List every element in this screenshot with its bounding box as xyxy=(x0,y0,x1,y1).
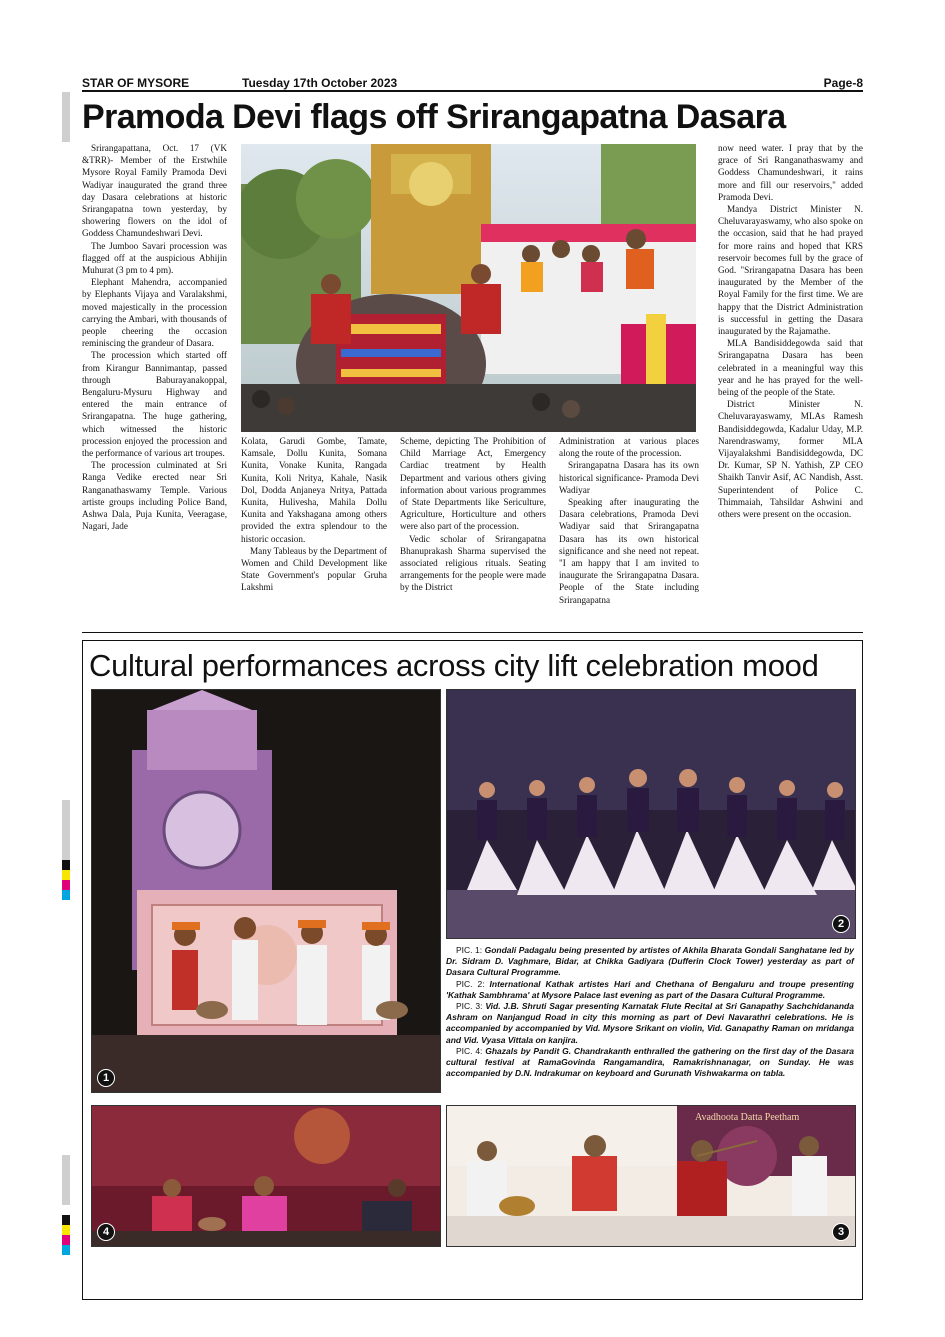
registration-swatch xyxy=(62,1215,70,1225)
subhead-paragraph: Srirangapatna Dasara has its own historical significance- Pramoda Devi Wadiyar xyxy=(559,460,699,495)
registration-swatch xyxy=(62,870,70,880)
paragraph: Vedic scholar of Srirangapatna Bhanuprakash Sharma supervised the associated religious rituals. Seating arrangements for the people were made by the District xyxy=(400,533,546,593)
clock-tower-illustration xyxy=(92,690,441,1093)
page-number: Page-8 xyxy=(823,76,863,90)
paragraph: Srirangapattana, Oct. 17 (VK &TRR)- Member of the Erstwhile Mysore Royal Family Pramoda Devi Wadiyar inaugurated the grand three day Dasara celebrations at historic Srirangapatna town yesterday, by showering flowers on the idol of Goddess Chamundeshwari Devi. xyxy=(82,143,227,239)
caption-1-text: Gondali Padagalu being presented by artistes of Akhila Bharata Gondali Sanghatane led by Dr. Sidram D. Vaghmare, Bidar, at Chikka Gadiyara (Dufferin Clock Tower) yesterday as part of Dasara Cultural Programme. xyxy=(446,945,854,978)
cultural-section xyxy=(82,640,863,1300)
registration-swatch xyxy=(62,860,70,870)
photo-number-badge: 1 xyxy=(97,1069,115,1087)
caption-1 xyxy=(446,945,854,979)
ghazal-stage-illustration xyxy=(92,1106,441,1247)
registration-swatch xyxy=(62,1245,70,1255)
caption-3-text: Vid. J.B. Shruti Sagar presenting Karnatak Flute Recital at Sri Ganapathy Sachchidananda Ashram on Nanjangud Road in city this morning as part of Devi Navarathri celebrations. He is accompanied by accompanied by Vid. Mysore Srikant on violin, Vid. Ganapathy Raman on mridanga and Vid. Vyasa Vittala on kanjira. xyxy=(446,1001,854,1045)
paragraph: Many Tableaus by the Department of Women and Child Development like State Government's popular Gruha Lakshmi xyxy=(241,545,387,593)
paragraph: Administration at various places along the route of the procession. xyxy=(559,436,699,459)
photo-gondali-performance xyxy=(91,689,441,1093)
caption-4-text: Ghazals by Pandit G. Chandrakanth enthralled the gathering on the first day of the Dasara cultural festival at RamaGovinda Rangamandira, Ramakrishnanagar, on Sunday. He was accompanied by D.N. Indrakumar on keyboard and Gurunath Vishwakarma on tabla. xyxy=(446,1045,854,1079)
caption-1-lead: PIC. 1: xyxy=(456,945,483,955)
registration-swatch xyxy=(62,1225,70,1235)
paragraph: Mandya District Minister N. Cheluvarayaswamy, who also spoke on the occasion, said that he had prayed for more rains and hoped that KRS reservoir becomes full by the grace of God. "Srirangapatna Dasara has been inaugurated by the Member of the Royal Family for the first time. We are happy that the District Administration is successful in getting the Dasara inaugurated by the Rajamathe. xyxy=(718,204,863,337)
paragraph: The Jumboo Savari procession was flagged off at the auspicious Abhijin Muhurat (3 pm to 4 pm). xyxy=(82,240,227,276)
photo-number-badge: 2 xyxy=(832,915,850,933)
caption-3 xyxy=(446,1001,854,1046)
photo-kathak-performance xyxy=(446,689,856,939)
photo-number-badge: 3 xyxy=(832,1223,850,1241)
photo-captions xyxy=(446,945,854,1079)
paragraph: The procession culminated at Sri Ranga Vedike erected near Sri Ranganathaswamy Temple. Various artiste groups including Police Band, Ashwa Dala, Puja Kunita, Veeragase, Nagari, Jade xyxy=(82,460,227,532)
paragraph: MLA Bandisiddegowda said that Srirangapatna Dasara has been celebrated in a meaningful way this year and he has prayed for the well-being of the people of the State. xyxy=(718,338,863,398)
paragraph: now need water. I pray that by the grace of Sri Ranganathaswamy and Goddess Chamundeshwari, it rains more and fill our reservoirs," added Pramoda Devi. xyxy=(718,143,863,202)
flute-recital-illustration xyxy=(447,1106,856,1247)
caption-2 xyxy=(446,979,854,1001)
banner-text: Avadhoota Datta Peetham xyxy=(695,1112,800,1123)
paragraph: The procession which started off from Kirangur Bannimantap, passed through Baburayanakoppal, Bengaluru-Mysuru Highway and entered the main entrance of Srirangapatna. The huge gathering, which witnessed the historic procession enjoyed the procession and the performance of various art troupes. xyxy=(82,350,227,459)
photo-number-badge: 4 xyxy=(97,1223,115,1241)
story-column-2 xyxy=(241,435,387,632)
caption-4 xyxy=(446,1046,854,1080)
paragraph: Speaking after inaugurating the Dasara celebrations, Pramoda Devi Wadiyar said that Srirangapatna Dasara has its own historical significance and she need not repeat. "I am happy that I am invited to inaugurate the Srirangapatna Dasara. People of the State including Srirangapatna xyxy=(559,497,699,605)
issue-date: Tuesday 17th October 2023 xyxy=(242,76,398,90)
masthead xyxy=(82,76,863,92)
photo-flute-recital xyxy=(446,1105,856,1247)
registration-swatch xyxy=(62,880,70,890)
story-column-4 xyxy=(559,435,699,632)
registration-bar xyxy=(62,92,70,142)
registration-swatch xyxy=(62,890,70,900)
procession-illustration xyxy=(241,144,696,432)
newspaper-name: STAR OF MYSORE xyxy=(82,76,190,90)
paragraph: District Minister N. Cheluvarayaswamy, MLAs Ramesh Bandisiddegowda, Kadalur Uday, M.P. Narendraswamy, former MLA Vijayalakshmi Bandisiddegowda, DC Dr. Kumar, SP N. Yathish, ZP CEO Shaikh Tanvir Asif, AC Nandish, Asst. Superintendent of Police C. Thimmaiah, Tahsildar Ashwini and others were present on the occasion. xyxy=(718,399,863,520)
caption-2-text: International Kathak artistes Hari and Chethana of Bengaluru and troupe presenting 'Kathak Sambhrama' at Mysore Palace last evening as part of the Dasara Cultural Programme. xyxy=(446,978,854,1000)
paragraph: Scheme, depicting The Prohibition of Child Marriage Act, Emergency Cardiac treatment by Health Department and various others giving information about various programmes of State Departments like Sericulture, Agriculture, Horticulture and others were also part of the procession. xyxy=(400,436,546,532)
paragraph: Kolata, Garudi Gombe, Tamate, Kamsale, Dollu Kunita, Somana Kunita, Vonake Kunita, Rangada Kunita, Koli Nritya, Kahale, Nasik Dol, Dodda Anjaneya Nritya, Pattada Kunita, Hulivesha, Mahila Dollu Kunita and Yakshagana among others provided the extra splendour to the historic occasion. xyxy=(241,436,387,544)
caption-2-lead: PIC. 2: xyxy=(456,978,485,989)
story-column-1 xyxy=(82,142,227,632)
photo-ghazal-performance xyxy=(91,1105,441,1247)
registration-bar xyxy=(62,800,70,860)
story-column-3 xyxy=(400,435,546,632)
caption-3-lead: PIC. 3: xyxy=(456,1001,483,1012)
caption-4-lead: PIC. 4: xyxy=(456,1045,483,1056)
story-column-5 xyxy=(718,142,863,632)
paragraph: Elephant Mahendra, accompanied by Elephants Vijaya and Varalakshmi, moved majestically in the procession carrying the Ambari, with thousands of people cheering the occasion reminiscing the grandeur of Dasara. xyxy=(82,277,227,349)
section-headline: Cultural performances across city lift celebration mood xyxy=(89,648,819,683)
kathak-dancers-illustration xyxy=(447,690,856,939)
procession-photo xyxy=(241,144,696,432)
registration-swatch xyxy=(62,1235,70,1245)
story-divider xyxy=(82,632,863,633)
registration-bar xyxy=(62,1155,70,1205)
story-headline: Pramoda Devi flags off Srirangapatna Dasara xyxy=(82,98,786,136)
